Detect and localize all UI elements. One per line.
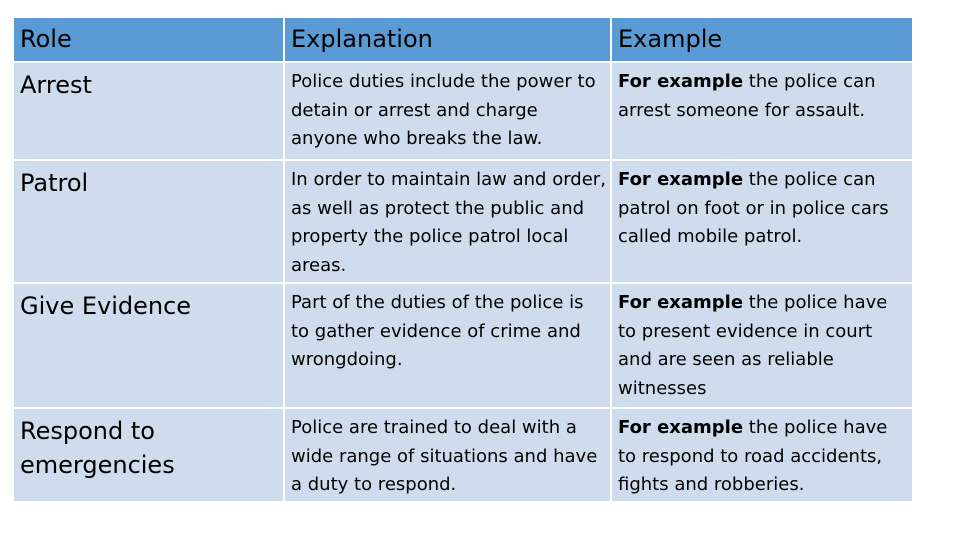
example-text: the police can patrol on foot or in police cars called mobile patrol. — [618, 169, 889, 247]
explanation-cell: In order to maintain law and order, as well as protect the public and property the police patrol local areas. — [284, 160, 611, 283]
header-explanation: Explanation — [284, 17, 611, 62]
header-row — [13, 17, 913, 62]
role-cell: Give Evidence — [13, 283, 284, 408]
header-role: Role — [13, 17, 284, 62]
example-cell — [611, 408, 913, 502]
table-body — [13, 62, 913, 502]
example-text: the police have to respond to road accidents, fights and robberies. — [618, 417, 888, 495]
role-cell: Arrest — [13, 62, 284, 160]
header-example: Example — [611, 17, 913, 62]
example-lead: For example — [618, 292, 744, 313]
explanation-cell: Police duties include the power to detain or arrest and charge anyone who breaks the law. — [284, 62, 611, 160]
example-lead: For example — [618, 169, 744, 190]
table-row — [13, 62, 913, 160]
example-lead: For example — [618, 417, 744, 438]
example-cell — [611, 283, 913, 408]
explanation-cell: Part of the duties of the police is to gather evidence of crime and wrongdoing. — [284, 283, 611, 408]
example-text: the police can arrest someone for assault. — [618, 71, 876, 121]
role-cell: Respond to emergencies — [13, 408, 284, 502]
explanation-cell: Police are trained to deal with a wide range of situations and have a duty to respond. — [284, 408, 611, 502]
example-cell — [611, 160, 913, 283]
example-lead: For example — [618, 71, 744, 92]
role-cell: Patrol — [13, 160, 284, 283]
police-roles-table — [12, 16, 914, 503]
table-row — [13, 408, 913, 502]
table-row — [13, 283, 913, 408]
example-cell — [611, 62, 913, 160]
table-row — [13, 160, 913, 283]
table-header — [13, 17, 913, 62]
example-text: the police have to present evidence in court and are seen as reliable witnesses — [618, 292, 888, 399]
